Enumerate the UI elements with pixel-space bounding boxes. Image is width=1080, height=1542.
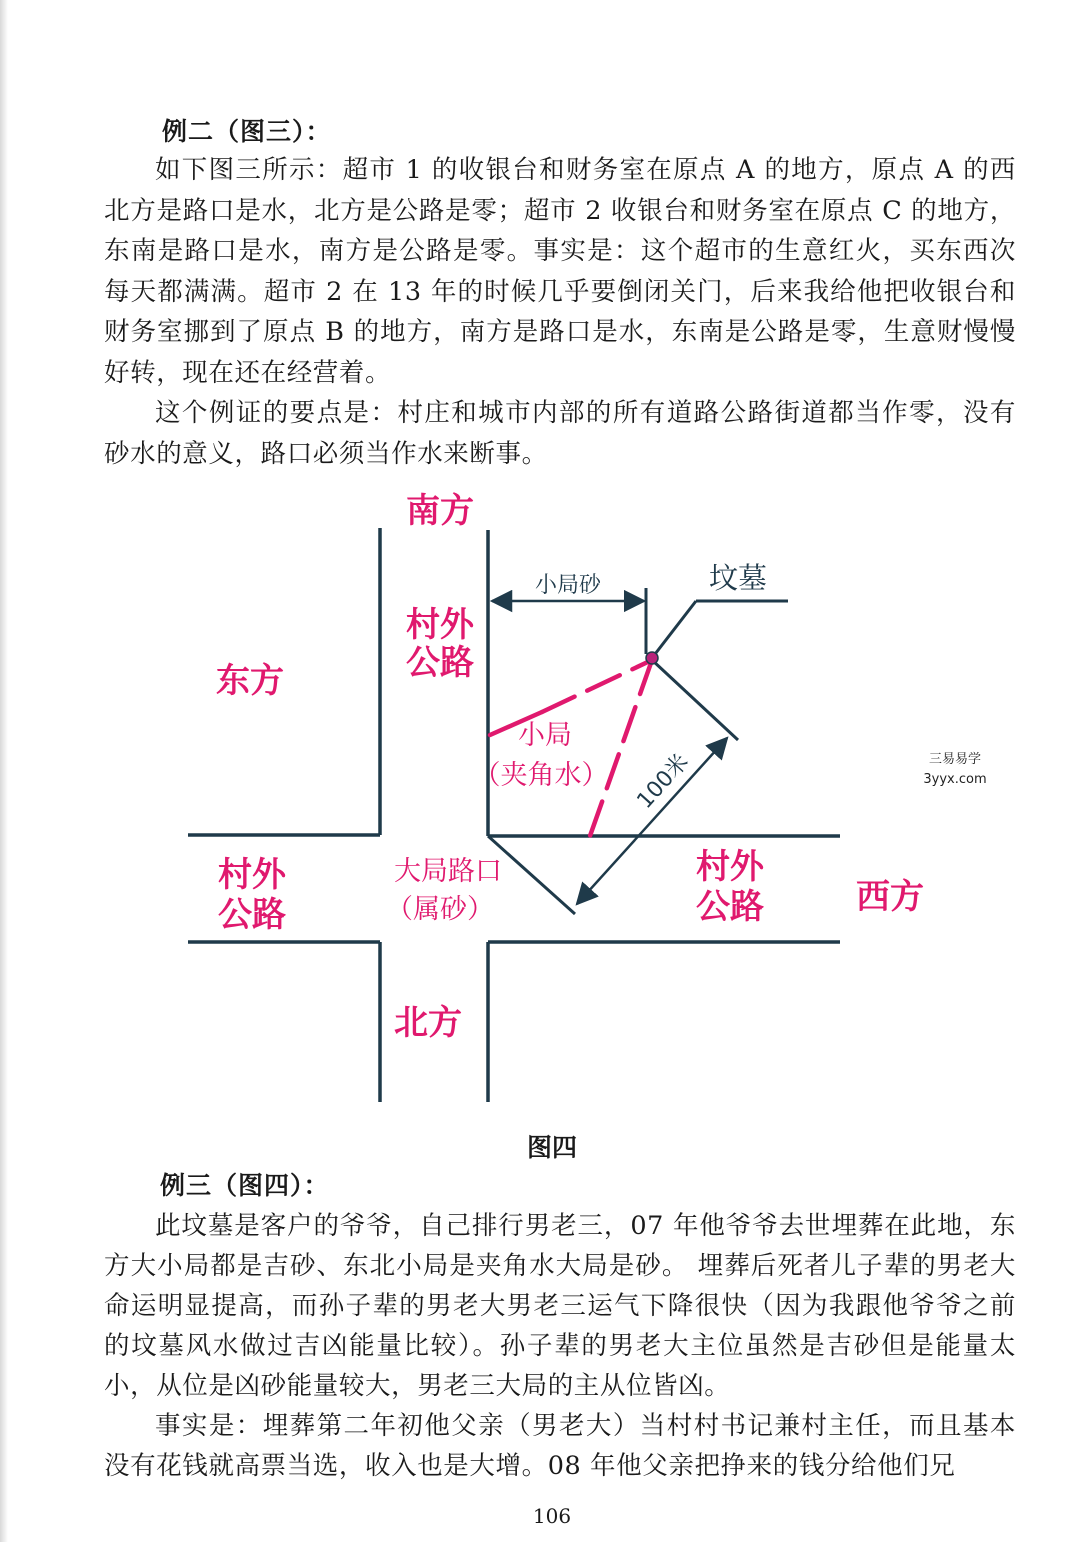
small-bureau-dashed-line — [542, 660, 652, 712]
label-big-crossing: 大局路口 — [394, 856, 502, 887]
label-road-left-1: 村外 — [218, 855, 286, 895]
label-belongs-sand: （属砂） — [386, 894, 494, 925]
label-tomb: 坟墓 — [708, 561, 768, 595]
example-2-paragraph-2: 这个例证的要点是：村庄和城市内部的所有道路公路街道都当作零，没有砂水的意义，路口必须当作水来断事。 — [104, 398, 1016, 469]
label-small-bureau: 小局 — [518, 720, 572, 751]
label-north: 北方 — [394, 1003, 462, 1043]
example-3-section — [104, 1166, 1016, 1486]
label-south: 南方 — [406, 491, 474, 531]
page-number: 106 — [532, 1504, 572, 1528]
label-west: 西方 — [856, 877, 924, 917]
watermark-chinese: 三易易学 — [928, 752, 981, 767]
watermark-url: 3yyx.com — [923, 772, 987, 787]
example-3-paragraph-2: 事实是：埋葬第二年初他父亲（男老大）当村村书记兼村主任，而且基本没有花钱就高票当选，收入也是大增。08 年他父亲把挣来的钱分给他们兄 — [104, 1411, 1016, 1481]
example-2-paragraph-1: 如下图三所示：超市 1 的收银台和财务室在原点 A 的地方，原点 A 的西北方是路口是水，北方是公路是零；超市 2 收银台和财务室在原点 C 的地方，东南是路口是水，南方是公路是零。事实是：这个超市的生意红火，买东西次每天都满满。超市 2 在 13 年的时候几乎要倒闭关门，后来我给他把收银台和财务室挪到了原点 B 的地方，南方是路口是水，东南是公路是零，生意财慢慢好转，现在还在经营着。 — [104, 155, 1016, 388]
label-road-right-2: 公路 — [696, 887, 764, 927]
label-road-right-1: 村外 — [696, 847, 764, 887]
example-2-heading: 例二（图三）： — [162, 117, 332, 146]
tomb-point — [646, 652, 658, 664]
example-3-paragraph-1: 此坟墓是客户的爷爷，自己排行男老三，07 年他爷爷去世埋葬在此地，东方大小局都是吉砂、东北小局是夹角水大局是砂。 埋葬后死者儿子辈的男老大命运明显提高，而孙子辈的男老大男老三运气下降很快（因为我跟他爷爷之前的坟墓风水做过吉凶能量比较）。孙子辈的男老大主位虽然是吉砂但是能量太小，从位是凶砂能量较大，男老三大局的主从位皆凶。 — [104, 1211, 1016, 1401]
label-jiajiao-water: （夹角水） — [473, 760, 609, 791]
label-east: 东方 — [216, 661, 284, 701]
road-lines — [188, 528, 840, 1102]
label-small-sand: 小局砂 — [534, 573, 602, 598]
tomb-orientation-line — [652, 660, 738, 740]
watermark — [915, 750, 995, 790]
label-road-top-1: 村外 — [406, 605, 474, 645]
example-3-heading: 例三（图四）： — [160, 1171, 330, 1200]
label-distance: 100米 — [632, 749, 694, 814]
tomb-leader-line — [652, 601, 696, 658]
label-road-top-2: 公路 — [406, 643, 474, 683]
label-road-left-2: 公路 — [218, 895, 286, 935]
figure-caption: 图四 — [526, 1133, 577, 1162]
